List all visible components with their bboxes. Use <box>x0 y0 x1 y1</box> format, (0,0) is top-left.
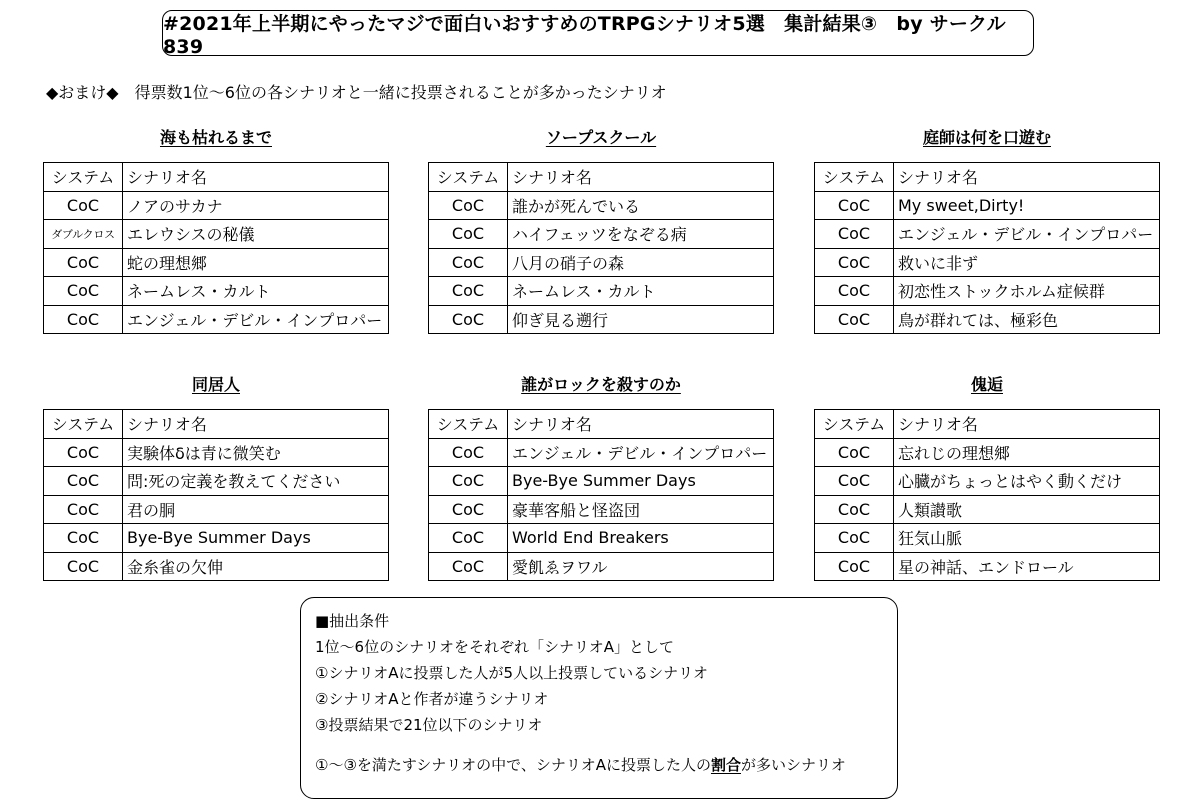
scenario-cell: 星の神話、エンドロール <box>894 552 1160 581</box>
system-cell: CoC <box>44 467 123 496</box>
column-header-system: システム <box>429 163 508 192</box>
system-cell: CoC <box>815 220 894 249</box>
system-cell: CoC <box>815 552 894 581</box>
table-row <box>815 524 1160 553</box>
block-title: 誰がロックを殺すのか <box>521 375 681 394</box>
scenario-block <box>43 125 389 334</box>
scenario-cell: 八月の硝子の森 <box>508 248 774 277</box>
conditions-heading: ■抽出条件 <box>315 612 390 630</box>
system-cell: CoC <box>429 438 508 467</box>
column-header-scenario: シナリオ名 <box>123 163 389 192</box>
column-header-system: システム <box>429 410 508 439</box>
system-cell: CoC <box>44 552 123 581</box>
scenario-cell: ネームレス・カルト <box>508 277 774 306</box>
table-row <box>815 467 1160 496</box>
scenario-cell: Bye-Bye Summer Days <box>123 524 389 553</box>
scenario-cell: 蛇の理想郷 <box>123 248 389 277</box>
scenario-cell: 心臓がちょっとはやく動くだけ <box>894 467 1160 496</box>
scenario-cell: エンジェル・デビル・インプロパー <box>508 438 774 467</box>
block-title: 海も枯れるまで <box>159 128 272 147</box>
page-title: #2021年上半期にやったマジで面白いおすすめのTRPGシナリオ5選 集計結果③ by サークル839 <box>163 12 1006 58</box>
table-row <box>815 495 1160 524</box>
column-header-system: システム <box>44 163 123 192</box>
block-title: 傀逅 <box>970 375 1003 394</box>
table-row <box>44 277 389 306</box>
scenario-cell: 仰ぎ見る遡行 <box>508 305 774 334</box>
system-cell: CoC <box>44 495 123 524</box>
scenario-cell: World End Breakers <box>508 524 774 553</box>
scenario-cell: 問:死の定義を教えてください <box>123 467 389 496</box>
table-row <box>815 220 1160 249</box>
system-cell: CoC <box>44 524 123 553</box>
table-row <box>429 552 774 581</box>
system-cell: CoC <box>44 248 123 277</box>
table-row <box>429 524 774 553</box>
system-cell: CoC <box>429 277 508 306</box>
table-row <box>44 220 389 249</box>
conditions-intro: 1位～6位のシナリオをそれぞれ「シナリオA」として <box>315 638 675 656</box>
table-row <box>429 495 774 524</box>
system-cell: CoC <box>429 248 508 277</box>
table-header-row <box>429 410 774 439</box>
table-row <box>429 248 774 277</box>
scenario-table <box>428 162 774 334</box>
scenario-cell: 鳥が群れては、極彩色 <box>894 305 1160 334</box>
column-header-scenario: シナリオ名 <box>894 410 1160 439</box>
system-cell: CoC <box>815 467 894 496</box>
scenario-block <box>43 372 389 581</box>
scenario-cell: 誰かが死んでいる <box>508 191 774 220</box>
table-row <box>44 248 389 277</box>
table-header-row <box>815 163 1160 192</box>
system-cell: CoC <box>815 305 894 334</box>
system-cell: CoC <box>815 191 894 220</box>
scenario-table <box>43 409 389 581</box>
scenario-block <box>428 125 774 334</box>
scenario-block <box>814 125 1160 334</box>
condition-item-1: ①シナリオAに投票した人が5人以上投票しているシナリオ <box>315 664 708 682</box>
system-cell: CoC <box>429 220 508 249</box>
scenario-cell: 初恋性ストックホルム症候群 <box>894 277 1160 306</box>
scenario-cell: 豪華客船と怪盗団 <box>508 495 774 524</box>
column-header-system: システム <box>44 410 123 439</box>
column-header-scenario: シナリオ名 <box>508 410 774 439</box>
scenario-cell: 救いに非ず <box>894 248 1160 277</box>
scenario-cell: My sweet,Dirty! <box>894 191 1160 220</box>
scenario-cell: エンジェル・デビル・インプロパー <box>894 220 1160 249</box>
system-cell: CoC <box>429 305 508 334</box>
table-row <box>44 467 389 496</box>
table-row <box>44 495 389 524</box>
scenario-cell: 愛飢ゑヲワル <box>508 552 774 581</box>
table-row <box>44 191 389 220</box>
summary-before: ①～③を満たすシナリオの中で、シナリオAに投票した人の <box>315 756 711 774</box>
scenario-block <box>814 372 1160 581</box>
scenario-table <box>43 162 389 334</box>
scenario-cell: 人類讃歌 <box>894 495 1160 524</box>
table-row <box>815 248 1160 277</box>
column-header-scenario: シナリオ名 <box>894 163 1160 192</box>
condition-item-2: ②シナリオAと作者が違うシナリオ <box>315 690 549 708</box>
system-cell: CoC <box>429 524 508 553</box>
system-cell: CoC <box>815 438 894 467</box>
table-row <box>429 191 774 220</box>
title-box <box>162 10 1034 56</box>
column-header-scenario: シナリオ名 <box>508 163 774 192</box>
system-cell: CoC <box>429 467 508 496</box>
table-row <box>429 220 774 249</box>
column-header-system: システム <box>815 163 894 192</box>
scenario-cell: 実験体δは青に微笑む <box>123 438 389 467</box>
block-title: ソープスクール <box>545 128 657 147</box>
table-row <box>815 552 1160 581</box>
table-row <box>815 438 1160 467</box>
block-title: 庭師は何を口遊む <box>922 128 1051 147</box>
scenario-block <box>428 372 774 581</box>
table-header-row <box>44 410 389 439</box>
table-row <box>44 438 389 467</box>
system-cell: ダブルクロス <box>44 220 123 249</box>
scenario-cell: エレウシスの秘儀 <box>123 220 389 249</box>
system-cell: CoC <box>429 191 508 220</box>
system-cell: CoC <box>44 438 123 467</box>
table-header-row <box>429 163 774 192</box>
scenario-cell: エンジェル・デビル・インプロパー <box>123 305 389 334</box>
table-row <box>815 305 1160 334</box>
summary-after: が多いシナリオ <box>740 756 846 774</box>
system-cell: CoC <box>429 552 508 581</box>
table-row <box>429 277 774 306</box>
system-cell: CoC <box>815 495 894 524</box>
scenario-cell: 狂気山脈 <box>894 524 1160 553</box>
table-row <box>815 277 1160 306</box>
scenario-cell: ノアのサカナ <box>123 191 389 220</box>
conditions-box <box>300 597 898 799</box>
scenario-cell: 忘れじの理想郷 <box>894 438 1160 467</box>
system-cell: CoC <box>429 495 508 524</box>
scenario-cell: ハイフェッツをなぞる病 <box>508 220 774 249</box>
condition-item-3: ③投票結果で21位以下のシナリオ <box>315 716 543 734</box>
scenario-table <box>814 409 1160 581</box>
table-row <box>429 467 774 496</box>
table-row <box>44 524 389 553</box>
scenario-cell: Bye-Bye Summer Days <box>508 467 774 496</box>
subtitle: ◆おまけ◆ 得票数1位～6位の各シナリオと一緒に投票されることが多かったシナリオ <box>46 83 667 102</box>
scenario-table <box>814 162 1160 334</box>
table-row <box>44 305 389 334</box>
scenario-cell: 金糸雀の欠伸 <box>123 552 389 581</box>
system-cell: CoC <box>815 524 894 553</box>
conditions-summary <box>315 752 883 778</box>
system-cell: CoC <box>44 305 123 334</box>
column-header-scenario: シナリオ名 <box>123 410 389 439</box>
table-row <box>429 305 774 334</box>
summary-emphasis: 割合 <box>710 756 741 774</box>
table-header-row <box>815 410 1160 439</box>
scenario-cell: ネームレス・カルト <box>123 277 389 306</box>
block-title: 同居人 <box>191 375 240 394</box>
scenario-cell: 君の胴 <box>123 495 389 524</box>
column-header-system: システム <box>815 410 894 439</box>
system-cell: CoC <box>44 191 123 220</box>
table-row <box>44 552 389 581</box>
table-row <box>429 438 774 467</box>
scenario-table <box>428 409 774 581</box>
table-header-row <box>44 163 389 192</box>
system-cell: CoC <box>815 277 894 306</box>
system-cell: CoC <box>44 277 123 306</box>
system-cell: CoC <box>815 248 894 277</box>
table-row <box>815 191 1160 220</box>
